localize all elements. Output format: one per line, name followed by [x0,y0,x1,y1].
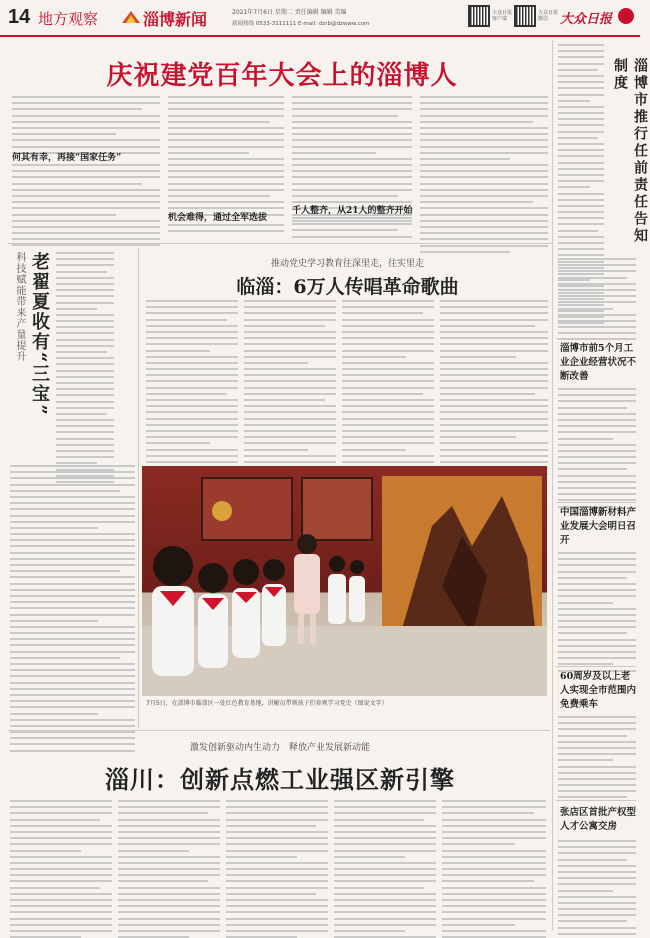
qr-caption-1: 大众日报客户端 [492,10,513,22]
qr-code-icon [468,5,490,27]
divider [552,40,553,930]
bottom-article-col3 [226,800,328,928]
bottom-article-col2 [118,800,220,928]
masthead-emblem-icon [618,8,634,24]
photo-caption: 7月5日，在淄博市临淄区一处红色教育基地，讲解员带领孩子们参观学习党史（图说文字） [146,700,388,707]
bottom-article-col5 [442,800,546,928]
singing-headline: 临淄：6万人传唱革命歌曲 [236,276,459,298]
singing-article-col2 [244,300,336,460]
farm-article-col2 [10,465,135,725]
main-article-col4 [420,96,548,238]
divider [556,502,636,503]
main-article-col3 [292,96,412,208]
bottom-kicker: 激发创新驱动内生动力 释放产业发展新动能 [189,743,370,753]
main-article-col2 [168,96,284,204]
right-headline-5: 张店区首批产权型人才公寓交房 [560,807,637,832]
right-article-1b [558,258,636,334]
main-headline: 庆祝建党百年大会上的淄博人 [106,61,458,91]
right-headline-3: 中国淄博新材料产业发展大会明日召开 [560,507,637,546]
farm-article-col1 [56,252,114,462]
main-article-col1b [12,164,160,238]
page-number: 14 [8,6,31,28]
singing-article-col1 [146,300,238,460]
right-vertical-headline: 淄博市推行任前责任告知制度 [612,58,648,245]
bottom-headline: 淄川：创新点燃工业强区新引擎 [105,765,455,794]
right-headline-4: 60周岁及以上老人实现全市范围内免费乘车 [560,671,637,710]
divider [8,730,550,731]
main-article-col1 [12,96,160,148]
right-article-4 [558,716,636,794]
header-rule [0,35,640,37]
right-article-5 [558,840,636,928]
farm-headline: 老翟夏收有“三宝” [29,252,50,417]
divider [138,248,139,728]
section-name: 地方观察 [38,10,99,28]
right-article-2 [558,388,636,500]
bottom-article-col4 [334,800,436,928]
main-subhead-1: 何其有幸，再接“国家任务” [12,153,122,163]
column-name: 淄博新闻 [143,10,208,29]
qr-caption-2: 大众日报微信 [538,10,559,22]
divider [8,243,553,244]
news-photo [142,466,547,696]
page-header [0,0,640,36]
main-subhead-2: 机会难得，通过全军选拔 [168,213,268,223]
fan-icon [121,9,141,23]
masthead-logo: 大众日报 [560,12,613,27]
singing-article-col4 [440,300,548,460]
singing-kicker: 推动党史学习教育往深里走，往实里走 [270,259,424,269]
divider [556,666,636,667]
main-article-col2b [168,224,284,238]
qr-code-icon [514,5,536,27]
contact-line: 新闻热线 0533-3111111 E-mail: dzrb@dzwww.com [232,21,370,27]
right-headline-2: 淄博市前5个月工业企业经营状况不断改善 [560,343,637,382]
right-article-3 [558,552,636,664]
divider [556,800,636,801]
bottom-article-col1 [10,800,112,928]
singing-article-col3 [342,300,434,460]
divider [556,338,636,339]
sci-headline: 科技赋能带来产量提升 [14,252,25,362]
main-article-col3b [292,217,412,239]
main-subhead-3: 千人整齐，从21人的整齐开始 [292,206,413,216]
date-line: 2021年7月6日 星期二 责任编辑 编辑 美编 [232,9,347,16]
